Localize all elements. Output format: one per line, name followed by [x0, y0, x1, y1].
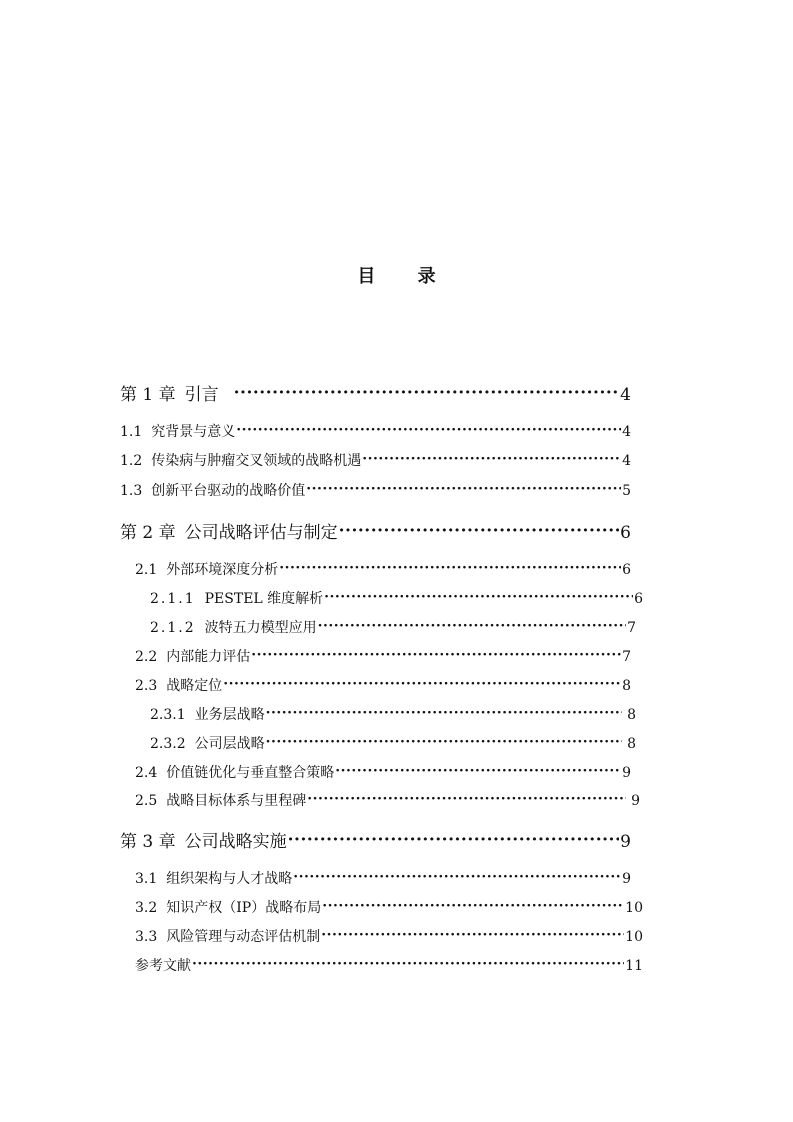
toc-number: 2.1.2	[150, 620, 196, 636]
toc-number: 2.5	[135, 793, 158, 809]
toc-label: 传染病与肿瘤交叉领域的战略机遇	[151, 453, 362, 469]
toc-page-number: 9	[631, 793, 640, 809]
dot-leader	[288, 830, 620, 847]
toc-label: 外部环境深度分析	[166, 562, 279, 578]
toc-entry-3-1[interactable]	[135, 868, 631, 888]
toc-entry-3-2[interactable]	[135, 897, 643, 917]
toc-entry-chapter-2[interactable]	[120, 518, 631, 543]
toc-label: 战略定位	[166, 678, 223, 694]
toc-entry-2-5[interactable]	[135, 790, 640, 810]
toc-entry-chapter-3[interactable]	[120, 827, 631, 852]
dot-leader	[324, 589, 633, 603]
dot-leader	[307, 791, 626, 805]
toc-entry-2-3-1[interactable]	[150, 704, 636, 724]
dot-leader	[251, 647, 621, 661]
toc-page-number: 9	[620, 832, 631, 852]
toc-entry-chapter-1[interactable]	[120, 380, 631, 405]
dot-leader	[279, 560, 621, 574]
dot-leader	[266, 705, 622, 719]
dot-leader	[266, 734, 622, 748]
toc-entry-2-2[interactable]	[135, 646, 631, 666]
toc-page-number: 5	[622, 483, 631, 499]
toc-label: 战略目标体系与里程碑	[166, 793, 307, 809]
toc-number: 2.1	[135, 562, 158, 578]
dot-leader	[321, 927, 624, 941]
toc-number: 2.1.1	[150, 591, 196, 607]
toc-entry-1-1[interactable]	[120, 421, 631, 441]
toc-number: 第 2 章	[120, 523, 176, 543]
toc-page-number: 4	[622, 453, 631, 469]
toc-page-number: 10	[625, 929, 643, 945]
dot-leader	[192, 956, 624, 970]
dot-leader	[236, 422, 621, 436]
toc-entry-2-1-2[interactable]	[150, 617, 636, 637]
toc-number: 3.1	[135, 871, 158, 887]
toc-entry-references[interactable]	[135, 955, 643, 975]
toc-label: 价值链优化与垂直整合策略	[166, 765, 335, 781]
dot-leader	[306, 481, 621, 495]
toc-entry-1-2[interactable]	[120, 450, 631, 470]
dot-leader	[335, 763, 621, 777]
toc-page-number: 8	[627, 707, 636, 723]
toc-label: 风险管理与动态评估机制	[166, 929, 321, 945]
dot-leader	[293, 869, 621, 883]
toc-entry-2-3-2[interactable]	[150, 733, 636, 753]
toc-label: 公司层战略	[194, 736, 265, 752]
dot-leader	[362, 451, 621, 465]
toc-number: 第 1 章	[120, 385, 176, 405]
toc-entry-2-1[interactable]	[135, 559, 631, 579]
toc-entry-1-3[interactable]	[120, 480, 631, 500]
toc-entry-2-4[interactable]	[135, 762, 631, 782]
toc-number: 2.4	[135, 765, 158, 781]
toc-label: 参考文献	[135, 958, 191, 974]
toc-page-number: 4	[622, 424, 631, 440]
toc-label: 内部能力评估	[166, 649, 251, 665]
toc-number: 3.2	[135, 900, 158, 916]
toc-number: 1.2	[120, 453, 143, 469]
toc-page-number: 6	[622, 562, 631, 578]
toc-number: 2.3.2	[150, 736, 186, 752]
toc-entry-2-1-1[interactable]	[150, 588, 643, 608]
toc-number: 1.1	[120, 424, 143, 440]
toc-number: 3.3	[135, 929, 158, 945]
dot-leader	[322, 898, 624, 912]
toc-number: 2.3	[135, 678, 158, 694]
dot-leader	[234, 383, 620, 400]
toc-page-number: 10	[625, 900, 643, 916]
toc-number: 第 3 章	[120, 832, 176, 852]
dot-leader	[318, 618, 626, 632]
toc-label: 创新平台驱动的战略价值	[151, 483, 306, 499]
toc-page-number: 6	[634, 591, 643, 607]
toc-page-number: 8	[622, 678, 631, 694]
dot-leader	[339, 521, 620, 538]
toc-page-number: 7	[622, 649, 631, 665]
toc-page-number: 9	[622, 871, 631, 887]
toc-label: 业务层战略	[194, 707, 265, 723]
toc-label: PESTEL 维度解析	[204, 591, 324, 607]
toc-page-number: 6	[620, 523, 631, 543]
toc-label: 引言	[184, 385, 219, 405]
toc-label: 究背景与意义	[151, 424, 236, 440]
toc-number: 2.2	[135, 649, 158, 665]
dot-leader	[223, 676, 621, 690]
toc-page-number: 9	[622, 765, 631, 781]
toc-page-number: 4	[620, 385, 631, 405]
toc-label: 波特五力模型应用	[204, 620, 317, 636]
toc-entry-3-3[interactable]	[135, 926, 643, 946]
toc-label: 知识产权（IP）战略布局	[166, 900, 322, 916]
toc-number: 2.3.1	[150, 707, 186, 723]
page-title: 目 录	[357, 266, 454, 287]
toc-entry-2-3[interactable]	[135, 675, 631, 695]
toc-number: 1.3	[120, 483, 143, 499]
toc-label: 公司战略评估与制定	[184, 523, 338, 543]
toc-label: 公司战略实施	[184, 832, 287, 852]
toc-page-number: 8	[627, 736, 636, 752]
toc-page-number: 11	[625, 958, 643, 974]
toc-label: 组织架构与人才战略	[166, 871, 293, 887]
toc-page-number: 7	[627, 620, 636, 636]
